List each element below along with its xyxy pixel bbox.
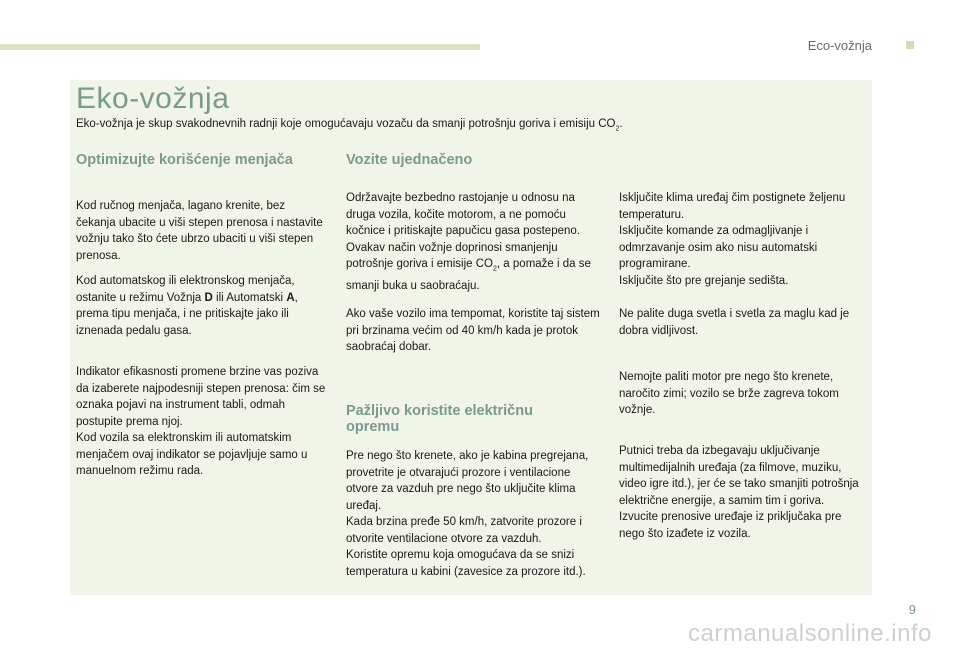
gear-indicator-text: Indikator efikasnosti promene brzine vas poziva da izaberete najpodesniji stepen prenosa: čim se oznaka pojavi na instrument tabli, odmah postupite prema njoj. Kod vozila sa elektronskim ili automatskim menjačem ovaj indikator se pojavljuje samo u manuelnom režimu rada.	[76, 366, 326, 477]
climate-control-text: Isključite klima uređaj čim postignete željenu temperaturu. Isključite komande za odmagljivanje i odmrzavanje osim ako nisu automatski programirane. Isključite što pre grejanje sedišta.	[619, 192, 846, 287]
heading-drive-smoothly: Vozite ujednačeno	[346, 152, 473, 168]
section-label: Eco-vožnja	[807, 38, 872, 53]
engine-warmup-text: Nemojte paliti motor pre nego što krenete, naročito zimi; vozilo se brže zagreva tokom vožnje.	[619, 371, 839, 416]
watermark: carmanualsonline.info	[688, 620, 932, 647]
page-title: Eko-vožnja	[76, 82, 230, 115]
heading-gearbox: Optimizujte korišćenje menjača	[76, 152, 293, 168]
intro-text: Eko-vožnja je skup svakodnevnih radnji koje omogućavaju vozaču da smanji potrošnju goriva i emisiju $CO_2$.	[76, 118, 623, 133]
gearbox-manual-text: Kod ručnog menjača, lagano krenite, bez čekanja ubacite u viši stepen prenosa i nastavite vožnju tako što ćete ubrzo ubaciti u viši stepen prenosa.	[76, 200, 323, 262]
headlights-text: Ne palite duga svetla i svetla za maglu kad je dobra vidljivost.	[619, 308, 850, 337]
section-marker-icon	[906, 41, 914, 49]
smooth-driving-text: Održavajte bezbedno rastojanje u odnosu na druga vozila, kočite motorom, a ne pomoću kočnice i pritiskajte papučicu gasa postepeno. Ovakav način vožnje doprinosi smanjenju potrošnje goriva i emisije $CO_2$, a pomaže i da se smanji buka u saobraćaju.	[346, 192, 591, 292]
heading-electrical-equipment: Pažljivo koristite električnu opremu	[346, 403, 533, 435]
header-accent-bar	[0, 44, 480, 50]
cruise-control-text: Ako vaše vozilo ima tempomat, koristite taj sistem pri brzinama većim od 40 km/h kada je protok saobraćaj dobar.	[346, 308, 600, 353]
multimedia-text: Putnici treba da izbegavaju uključivanje multimedijalnih uređaja (za filmove, muziku, video igre itd.), jer će se tako smanjiti potrošnja električne energije, a samim tim i goriva. Izvucite prenosive uređaje iz priključaka pre nego što izađete iz vozila.	[619, 445, 859, 540]
gearbox-auto-text: Kod automatskog ili elektronskog menjača, ostanite u režimu Vožnja D ili Automatski A, prema tipu menjača, i ne pritiskajte jako ili iznenada pedalu gasa.	[76, 275, 298, 337]
electrical-equipment-text: Pre nego što krenete, ako je kabina pregrejana, provetrite je otvarajući prozore i ventilacione otvore za vazduh pre nego što uključite klima uređaj. Kada brzina pređe 50 km/h, zatvorite prozore i otvorite ventilacione otvore za vazduh. Koristite opremu koja omogućava da se snizi temperatura u kabini (zavesice za prozore itd.).	[346, 450, 589, 578]
page-number: 9	[908, 602, 916, 617]
